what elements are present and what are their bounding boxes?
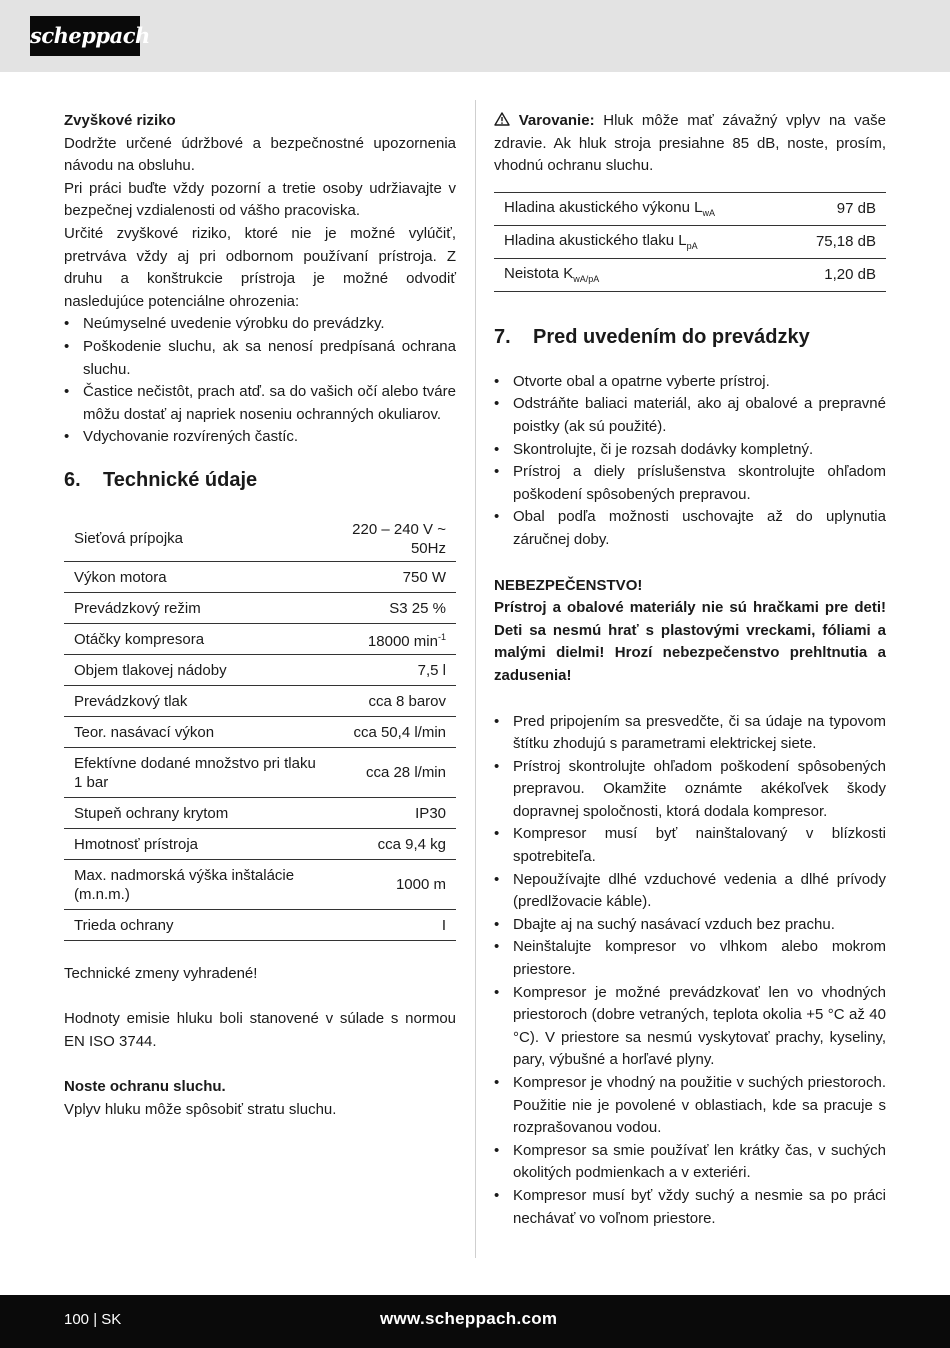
- page-number: 100 | SK: [64, 1311, 122, 1328]
- spec-label: Trieda ochrany: [64, 910, 326, 941]
- spec-label: Objem tlakovej nádoby: [64, 655, 326, 686]
- noise-value: 75,18 dB: [785, 225, 886, 258]
- right-column: [494, 110, 886, 1230]
- table-row: [64, 686, 456, 717]
- spec-label: Stupeň ochrany krytom: [64, 798, 326, 829]
- spec-label: Otáčky kompresora: [64, 624, 326, 655]
- installation-list: [494, 711, 886, 1231]
- technical-changes-note: Technické zmeny vyhradené!: [64, 965, 258, 983]
- spec-label: Prevádzkový tlak: [64, 686, 326, 717]
- spec-value-exponent: -1: [437, 631, 446, 642]
- noise-label-text: Hladina akustického tlaku L: [504, 232, 687, 250]
- noise-value: 97 dB: [785, 192, 886, 225]
- spec-value: IP30: [326, 798, 456, 829]
- spec-label: Prevádzkový režim: [64, 593, 326, 624]
- list-item: • Kompresor musí byť nainštalovaný v blízkosti spotrebiteľa.: [494, 823, 886, 868]
- table-row: [64, 516, 456, 562]
- list-item: • Skontrolujte, či je rozsah dodávky kompletný.: [494, 439, 886, 462]
- spec-label: Max. nadmorská výška inštalácie (m.n.m.): [64, 860, 326, 910]
- list-item: • Neúmyselné uvedenie výrobku do prevádzky.: [64, 313, 456, 336]
- warning-label: Varovanie:: [518, 112, 595, 129]
- left-column: [64, 110, 456, 1121]
- noise-label: [494, 225, 785, 258]
- noise-label-subscript: wA/pA: [573, 274, 600, 285]
- list-item: • Dbajte aj na suchý nasávací vzduch bez prachu.: [494, 914, 886, 937]
- section-title: Technické údaje: [103, 468, 258, 491]
- list-item: • Neinštalujte kompresor vo vlhkom alebo mokrom priestore.: [494, 936, 886, 981]
- residual-risk-heading: Zvyškové riziko: [64, 112, 176, 129]
- list-item: • Kompresor musí byť vždy suchý a nesmie sa po práci nechávať vo voľnom priestore.: [494, 1185, 886, 1230]
- spec-value: cca 8 barov: [326, 686, 456, 717]
- list-item: • Vdychovanie rozvírených častíc.: [64, 426, 456, 449]
- list-item: • Nepoužívajte dlhé vzduchové vedenia a dlhé prívody (predlžovacie káble).: [494, 869, 886, 914]
- table-row: [64, 562, 456, 593]
- section-7-heading: [494, 326, 886, 349]
- list-item: • Kompresor je vhodný na použitie v suchých priestoroch. Použitie nie je povolené v oblastiach, kde sa pracuje s rozprašovanou vodou.: [494, 1072, 886, 1140]
- list-item: • Prístroj a diely príslušenstva skontrolujte ohľadom poškodení spôsobených prepravou.: [494, 461, 886, 506]
- spec-label: Výkon motora: [64, 562, 326, 593]
- noise-label-text: Hladina akustického výkonu L: [504, 199, 703, 217]
- section-number: 7.: [494, 325, 511, 348]
- warning-text: Hluk môže mať závažný vplyv na vaše zdravie. Ak hluk stroja presiahne 85 dB, noste, prosím, vhodnú ochranu sluchu.: [494, 112, 886, 175]
- section-6-heading: [64, 469, 456, 492]
- table-row: [64, 717, 456, 748]
- spec-value-text: 18000 min: [367, 632, 438, 650]
- spec-label: Hmotnosť prístroja: [64, 829, 326, 860]
- spec-value: cca 9,4 kg: [326, 829, 456, 860]
- list-item: • Kompresor sa smie používať len krátky čas, v suchých okolitých podmienkach a v exteriéri.: [494, 1140, 886, 1185]
- spec-value: S3 25 %: [326, 593, 456, 624]
- residual-risk-list: [64, 313, 456, 449]
- website-url[interactable]: www.scheppach.com: [380, 1309, 558, 1328]
- noise-label-subscript: pA: [686, 241, 698, 252]
- top-bar: [0, 0, 950, 72]
- section-title: Pred uvedením do prevádzky: [533, 325, 810, 348]
- spec-label: Teor. nasávací výkon: [64, 717, 326, 748]
- spec-label: Efektívne dodané množstvo pri tlaku 1 bar: [64, 748, 326, 798]
- list-item: • Poškodenie sluchu, ak sa nenosí predpísaná ochrana sluchu.: [64, 336, 456, 381]
- list-item: • Otvorte obal a opatrne vyberte prístroj.: [494, 371, 886, 394]
- table-row: [64, 798, 456, 829]
- table-row: [64, 910, 456, 941]
- hearing-protection-heading: Noste ochranu sluchu.: [64, 1078, 226, 1096]
- spec-value: 1000 m: [326, 860, 456, 910]
- table-row: [494, 258, 886, 291]
- spec-value: 220 – 240 V ~ 50Hz: [326, 516, 456, 562]
- spec-label: Sieťová prípojka: [64, 516, 326, 562]
- spec-value: 750 W: [326, 562, 456, 593]
- danger-text: Prístroj a obalové materiály nie sú hračkami pre deti! Deti sa nesmú hrať s plastovými vreckami, fóliami a malými dielmi! Hrozí nebezpečenstvo prehltnutia a zadusenia!: [494, 599, 886, 684]
- spec-value: I: [326, 910, 456, 941]
- residual-risk-paragraph-2: Pri práci buďte vždy pozorní a tretie osoby udržiavajte v bezpečnej vzdialenosti od vášho pracoviska.: [64, 179, 456, 220]
- spec-value: cca 28 l/min: [326, 748, 456, 798]
- list-item: • Odstráňte baliaci materiál, ako aj obalové a prepravné poistky (ak sú použité).: [494, 393, 886, 438]
- noise-label-subscript: wA: [702, 208, 715, 219]
- noise-label: [494, 258, 785, 291]
- spec-value: cca 50,4 l/min: [326, 717, 456, 748]
- column-divider: [475, 100, 476, 1258]
- warning-paragraph: [494, 110, 886, 178]
- table-row: [64, 593, 456, 624]
- table-row: [64, 829, 456, 860]
- list-item: • Častice nečistôt, prach atď. sa do vašich očí alebo tváre môžu dostať aj napriek noseniu ochranných okuliarov.: [64, 381, 456, 426]
- spec-value: [326, 624, 456, 655]
- table-row: [64, 860, 456, 910]
- list-item: • Prístroj skontrolujte ohľadom poškodení spôsobených prepravou. Okamžite oznámte akékoľvek škody dopravnej spoločnosti, ktorá dodala kompresor.: [494, 756, 886, 824]
- residual-risk-paragraph-1: Dodržte určené údržbové a bezpečnostné upozornenia návodu na obsluhu.: [64, 134, 456, 175]
- scheppach-logo: scheppach: [30, 16, 140, 56]
- noise-label-text: Neistota K: [504, 265, 574, 283]
- list-item: • Obal podľa možnosti uschovajte až do uplynutia záručnej doby.: [494, 506, 886, 551]
- preparation-list: [494, 371, 886, 552]
- danger-heading: NEBEZPEČENSTVO!: [494, 576, 643, 594]
- table-row: [64, 748, 456, 798]
- technical-data-table: [64, 516, 456, 942]
- table-row: [64, 624, 456, 655]
- spec-value: 7,5 l: [326, 655, 456, 686]
- list-item: • Pred pripojením sa presvedčte, či sa údaje na typovom štítku zhodujú s parametrami elektrickej siete.: [494, 711, 886, 756]
- noise-label: [494, 192, 785, 225]
- section-number: 6.: [64, 468, 81, 491]
- table-row: [494, 225, 886, 258]
- list-item: • Kompresor je možné prevádzkovať len vo vhodných priestoroch (dobre vetraných, teplota okolia +5 °C až 40 °C). V priestore sa nesmú vyskytovať prachy, kyseliny, pary, výbušné a horľavé plyny.: [494, 982, 886, 1072]
- noise-value: 1,20 dB: [785, 258, 886, 291]
- noise-values-table: [494, 192, 886, 292]
- warning-triangle-icon: [494, 112, 510, 126]
- footer-bar: [0, 1295, 950, 1348]
- table-row: [494, 192, 886, 225]
- table-row: [64, 655, 456, 686]
- residual-risk-paragraph-3: Určité zvyškové riziko, ktoré nie je možné vylúčiť, pretrváva vždy aj pri odbornom používaní prístroja. Z druhu a konštrukcie prístroja je možné odvodiť nasledujúce potenciálne ohrozenia:: [64, 224, 456, 310]
- noise-emission-note: Hodnoty emisie hluku boli stanovené v súlade s normou EN ISO 3744.: [64, 1010, 456, 1050]
- hearing-protection-text: Vplyv hluku môže spôsobiť stratu sluchu.: [64, 1100, 337, 1118]
